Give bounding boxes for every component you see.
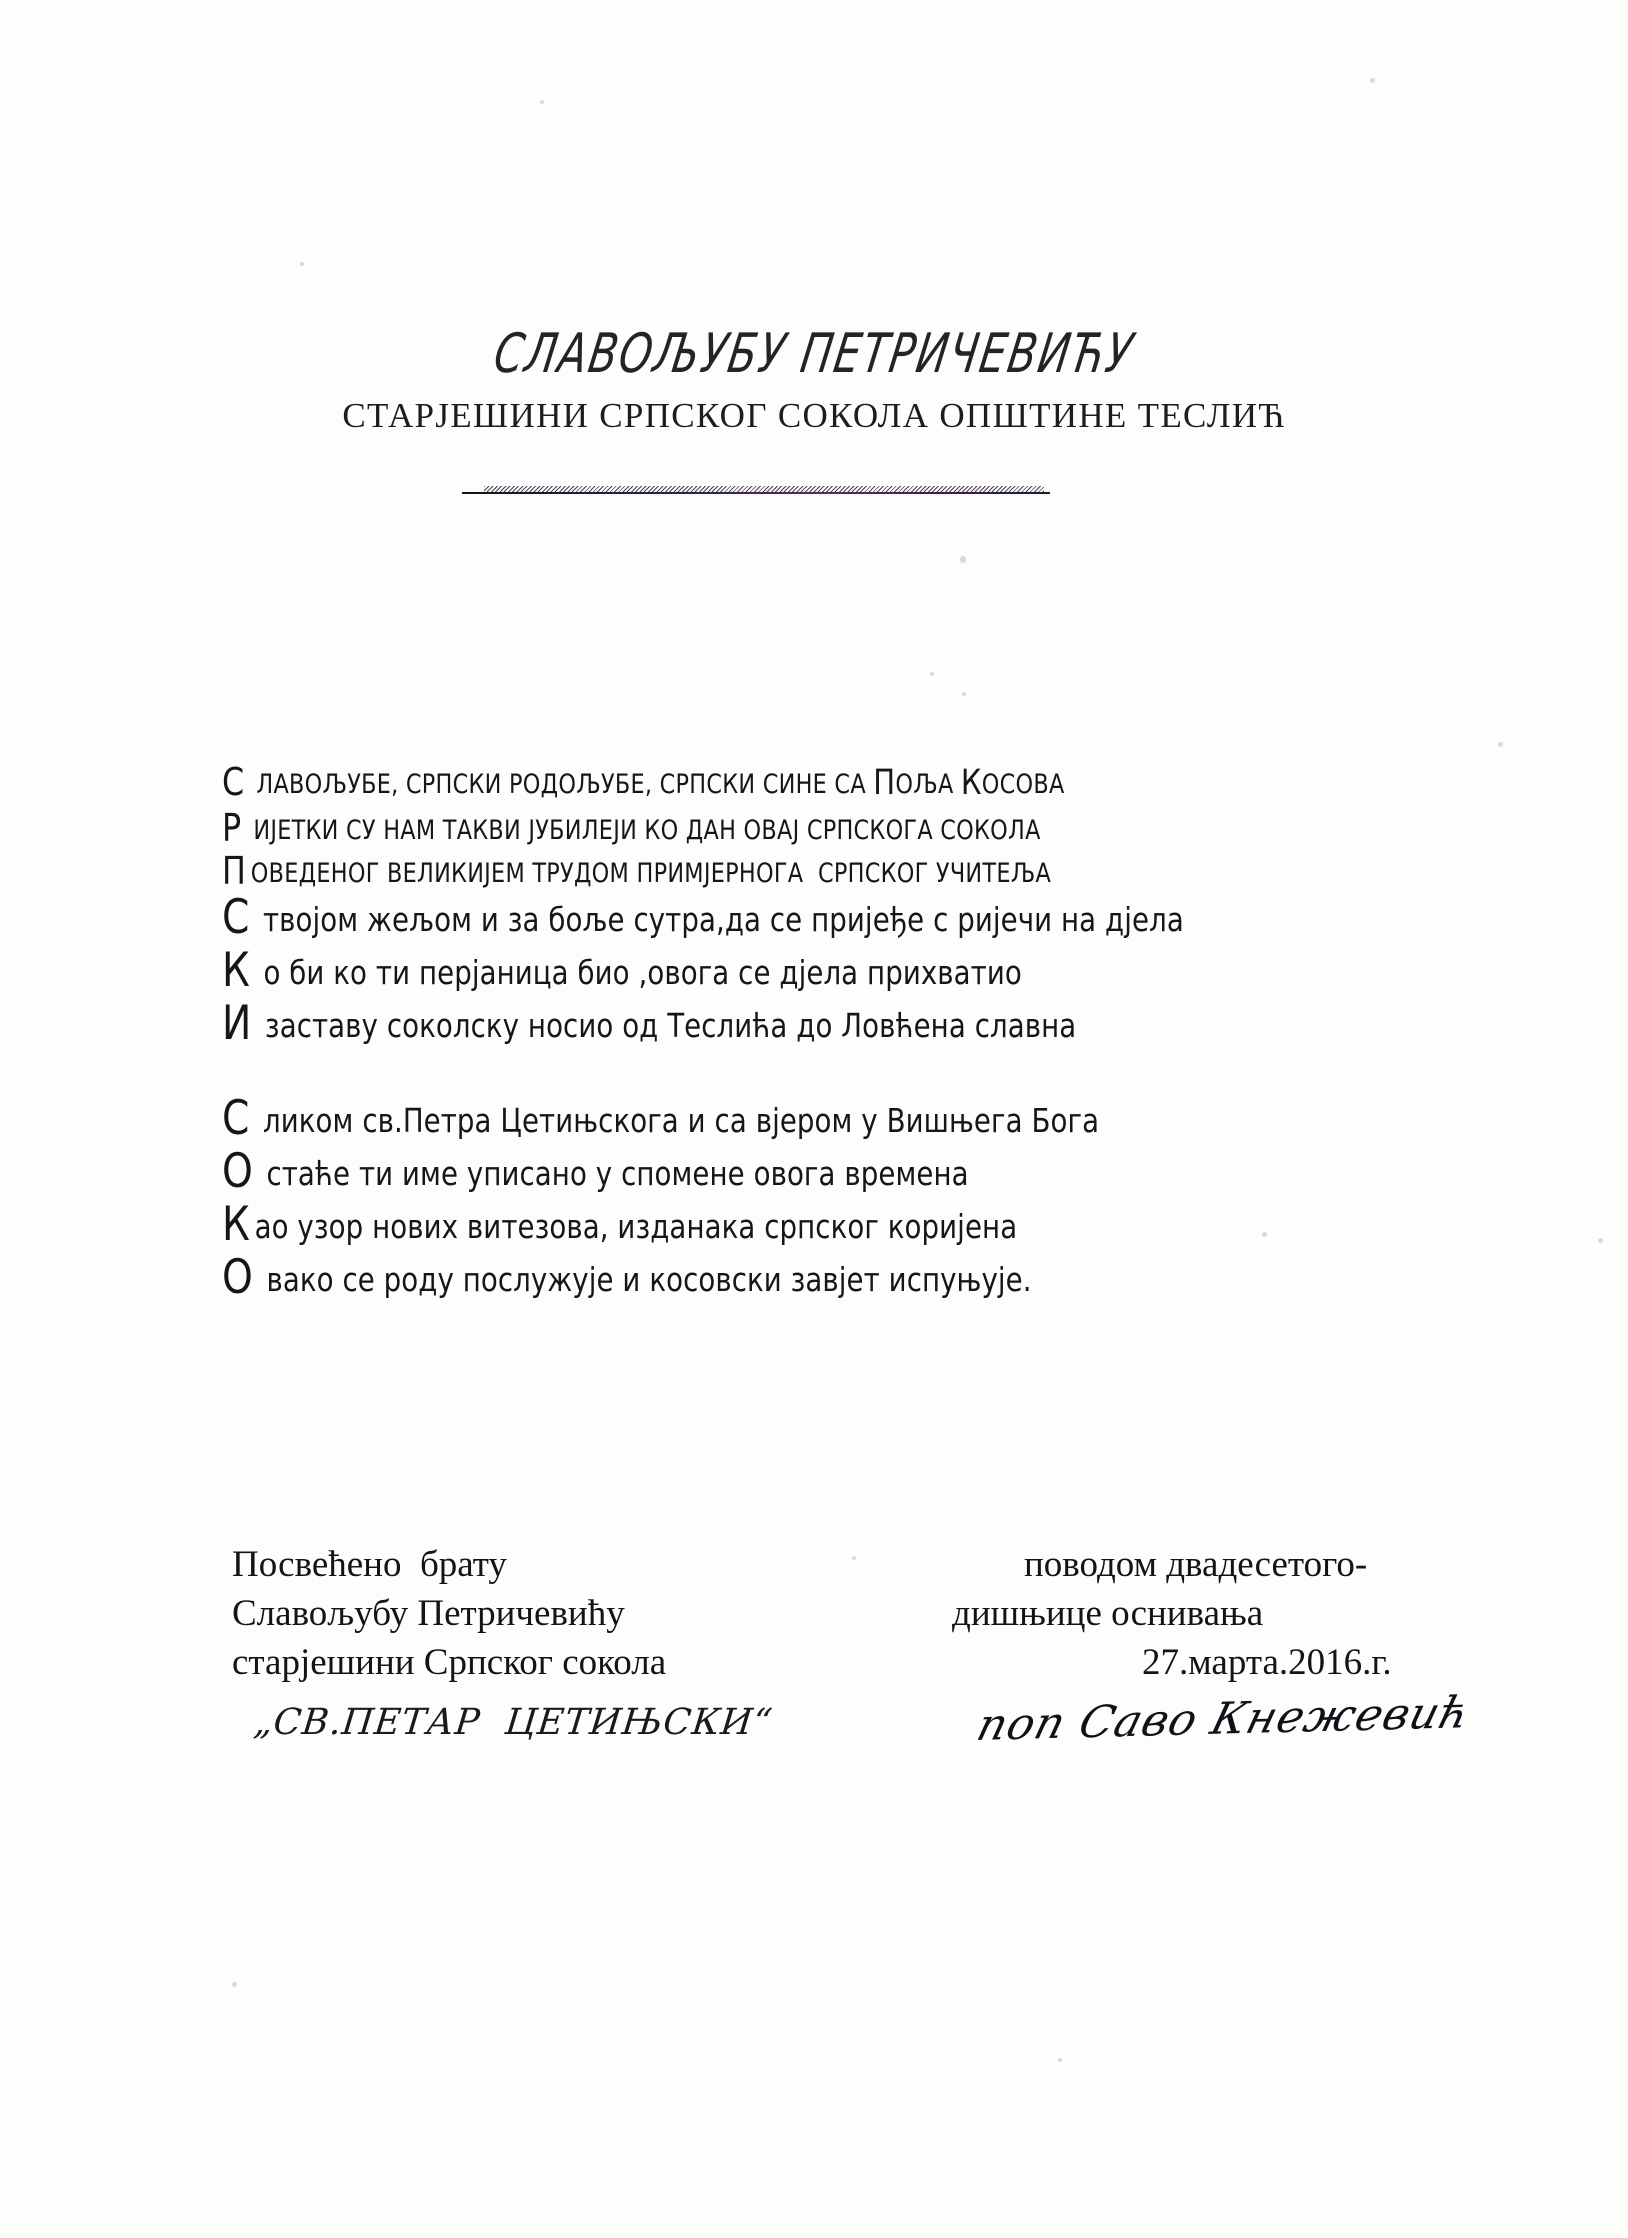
poem-body bbox=[222, 762, 1482, 1313]
poem-line bbox=[222, 1198, 1394, 1252]
scan-speck bbox=[1370, 78, 1375, 83]
date-text: 27.марта.2016.г. bbox=[1142, 1642, 1392, 1684]
dedication-line-3: старјешини Српског сокола bbox=[232, 1642, 667, 1684]
poem-line bbox=[222, 1145, 1394, 1199]
title-block bbox=[0, 321, 1628, 435]
scan-speck bbox=[930, 672, 934, 676]
line-text: о би ко ти перјаница био ,овога се дјела прихватио bbox=[254, 953, 1022, 992]
poem-line bbox=[222, 944, 1394, 998]
scan-speck bbox=[1598, 1238, 1603, 1243]
line-initial: О bbox=[222, 1251, 253, 1305]
dedication-line-1: Посвећено брату bbox=[232, 1544, 507, 1585]
dedication-line-2: Славољубу Петричевићу bbox=[232, 1593, 625, 1635]
line-initial: С bbox=[222, 760, 245, 805]
organization-name: „СВ.ПЕТАР ЦЕТИЊСКИ“ bbox=[251, 1701, 775, 1743]
scan-speck bbox=[1498, 742, 1503, 747]
poem-line bbox=[222, 762, 1381, 803]
poem-stanza-1 bbox=[222, 760, 1482, 1051]
line-initial: И bbox=[222, 997, 252, 1051]
scan-speck bbox=[962, 692, 966, 696]
line-text: твојом жељом и за боље сутра,да се пријеђе с ријечи на дјела bbox=[254, 900, 1184, 939]
poem-line bbox=[222, 806, 1381, 851]
poem-line bbox=[222, 1092, 1394, 1146]
scan-speck bbox=[852, 1556, 856, 1560]
poem-line bbox=[222, 849, 1381, 894]
line-initial: П bbox=[222, 849, 247, 894]
line-text: ликом св.Петра Цетињскога и са вјером у Вишњега Бога bbox=[254, 1101, 1100, 1140]
occasion-line-1: поводом двадесетого- bbox=[1024, 1544, 1368, 1585]
line-initial: С bbox=[222, 1092, 250, 1146]
scan-speck bbox=[232, 1982, 237, 1987]
scan-speck bbox=[960, 556, 966, 563]
scan-speck bbox=[540, 100, 544, 104]
line-initial: О bbox=[222, 1145, 253, 1199]
poem-stanza-2 bbox=[222, 1092, 1482, 1305]
line-initial: К bbox=[222, 944, 250, 998]
line-emphasis-initial: П bbox=[873, 762, 896, 803]
divider-rule bbox=[462, 492, 1050, 494]
line-initial: К bbox=[222, 1198, 250, 1252]
page-subtitle: СТАРЈЕШИНИ СРПСКОГ СОКОЛА ОПШТИНЕ ТЕСЛИЋ bbox=[342, 396, 1286, 435]
line-emphasis-initial: К bbox=[960, 762, 982, 803]
line-text: вако се роду послужује и косовски завјет испуњује. bbox=[257, 1260, 1032, 1299]
decorative-divider bbox=[462, 486, 1050, 496]
line-text: ао узор нових витезова, изданака српског коријена bbox=[254, 1207, 1018, 1246]
line-text: ОВЕДЕНОГ ВЕЛИКИЈЕМ ТРУДОМ ПРИМЈЕРНОГА СРПСКОГ УЧИТЕЉА bbox=[250, 858, 1052, 889]
line-text: заставу соколску носио од Теслића до Ловћена славна bbox=[256, 1006, 1077, 1045]
poem-line bbox=[222, 891, 1394, 945]
line-text: стаће ти име уписано у спомене овога времена bbox=[257, 1154, 969, 1193]
dedication-block bbox=[232, 1540, 852, 1743]
line-text: ИЈЕТКИ СУ НАМ ТАКВИ ЈУБИЛЕЈИ КО ДАН ОВАЈ СРПСКОГА СОКОЛА bbox=[246, 815, 1041, 846]
line-text: ОСОВА bbox=[981, 769, 1065, 800]
line-text: ЛАВОЉУБЕ, СРПСКИ РОДОЉУБЕ, СРПСКИ СИНЕ СА bbox=[249, 769, 874, 800]
poem-line bbox=[222, 1251, 1394, 1305]
occasion-block bbox=[952, 1540, 1512, 1751]
line-text: ОЉА bbox=[895, 769, 961, 800]
scan-speck bbox=[300, 262, 304, 266]
line-initial: С bbox=[222, 891, 250, 945]
occasion-line-2: дишњице оснивања bbox=[952, 1593, 1264, 1635]
line-initial: Р bbox=[222, 806, 242, 851]
signature: поп Саво Кнежевић bbox=[971, 1686, 1477, 1751]
poem-line bbox=[222, 997, 1394, 1051]
page-title: СЛАВОЉУБУ ПЕТРИЧЕВИЋУ bbox=[489, 321, 1139, 385]
scan-speck bbox=[1058, 2058, 1062, 2062]
